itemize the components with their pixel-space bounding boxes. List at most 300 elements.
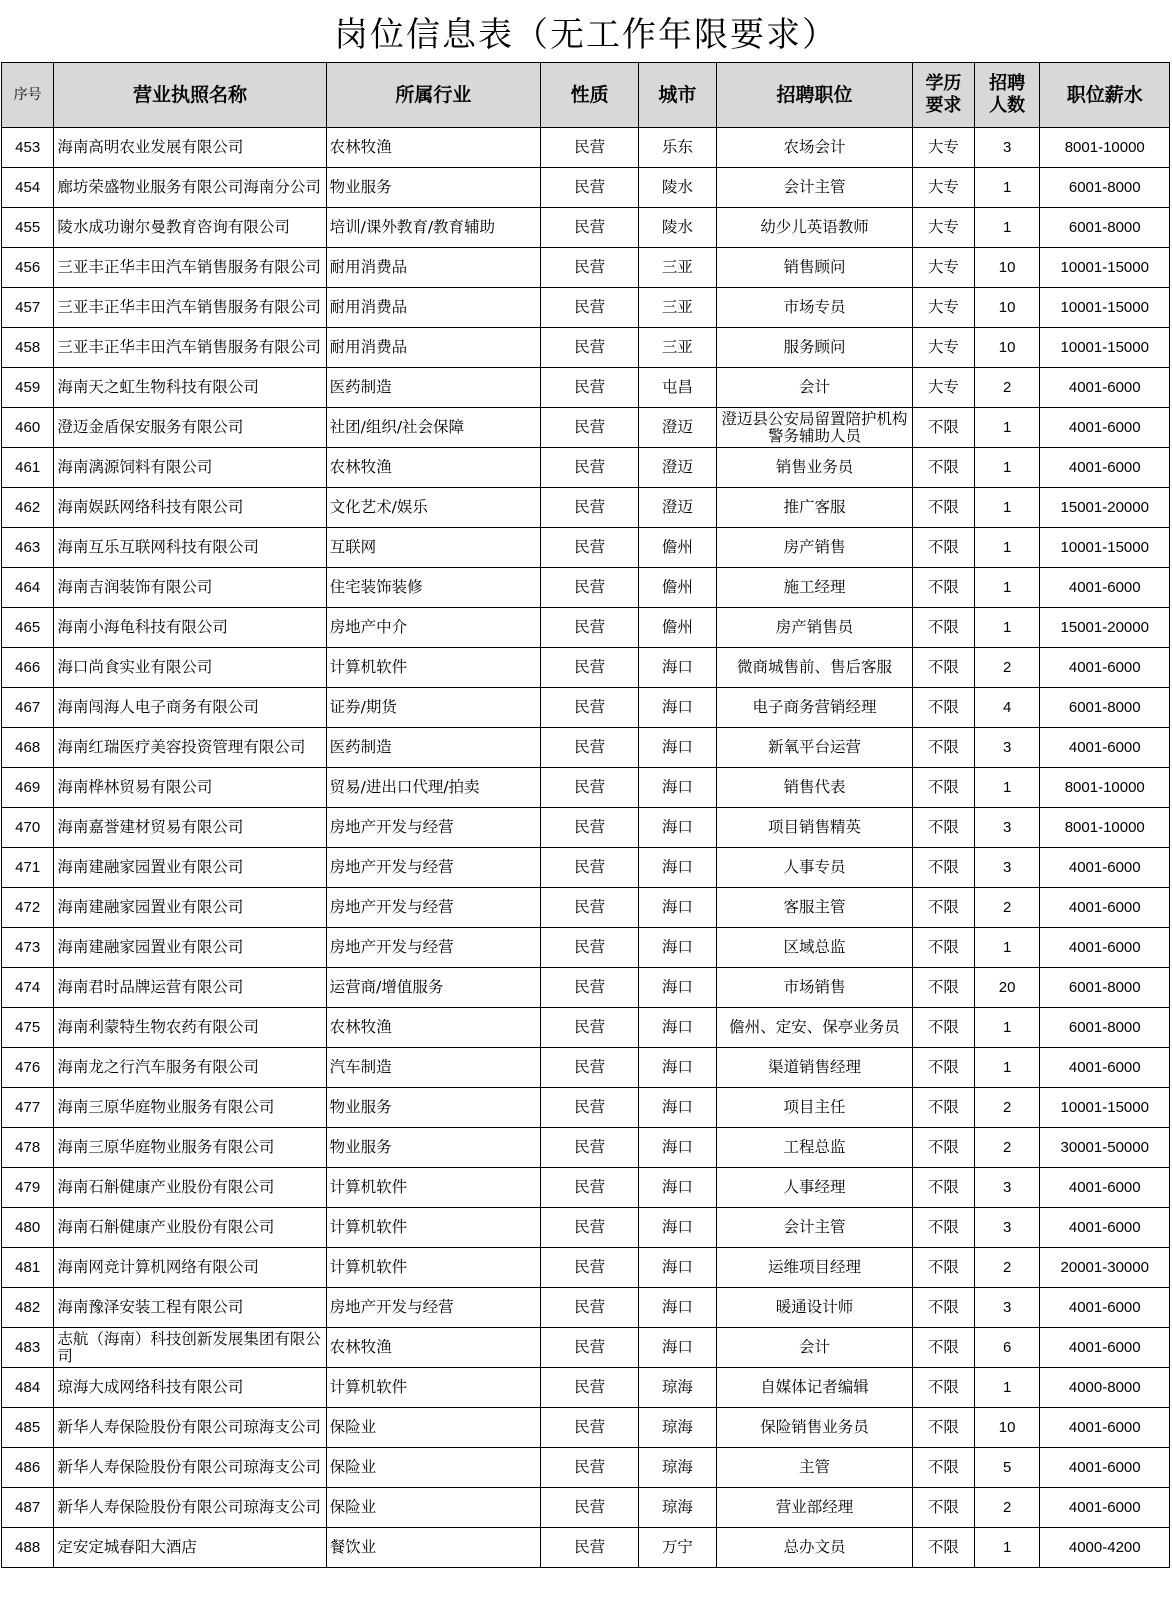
cell-nature: 民营	[541, 1008, 639, 1048]
table-row	[2, 848, 1170, 888]
cell-city: 海口	[638, 968, 716, 1008]
cell-industry: 文化艺术/娱乐	[326, 488, 541, 528]
cell-position: 会计主管	[716, 1208, 912, 1248]
cell-headcount: 10	[974, 1408, 1040, 1448]
cell-salary: 4001-6000	[1040, 648, 1170, 688]
table-row	[2, 928, 1170, 968]
cell-company: 海南石斛健康产业股份有限公司	[54, 1168, 326, 1208]
cell-company: 海南娱跃网络科技有限公司	[54, 488, 326, 528]
cell-seq: 453	[2, 128, 54, 168]
cell-industry: 农林牧渔	[326, 128, 541, 168]
cell-position: 销售代表	[716, 768, 912, 808]
cell-salary: 4001-6000	[1040, 1168, 1170, 1208]
cell-headcount: 10	[974, 288, 1040, 328]
cell-salary: 4001-6000	[1040, 1048, 1170, 1088]
cell-industry: 计算机软件	[326, 1368, 541, 1408]
cell-nature: 民营	[541, 1328, 639, 1368]
cell-industry: 计算机软件	[326, 648, 541, 688]
table-row	[2, 1408, 1170, 1448]
cell-headcount: 1	[974, 1368, 1040, 1408]
cell-salary: 4001-6000	[1040, 368, 1170, 408]
cell-nature: 民营	[541, 688, 639, 728]
cell-salary: 4001-6000	[1040, 1448, 1170, 1488]
cell-company: 琼海大成网络科技有限公司	[54, 1368, 326, 1408]
cell-industry: 耐用消费品	[326, 288, 541, 328]
cell-company: 海南豫泽安装工程有限公司	[54, 1288, 326, 1328]
cell-city: 澄迈	[638, 488, 716, 528]
cell-position: 客服主管	[716, 888, 912, 928]
cell-company: 海南君时品牌运营有限公司	[54, 968, 326, 1008]
cell-nature: 民营	[541, 488, 639, 528]
cell-company: 海南桦林贸易有限公司	[54, 768, 326, 808]
cell-company: 廊坊荣盛物业服务有限公司海南分公司	[54, 168, 326, 208]
cell-salary: 8001-10000	[1040, 768, 1170, 808]
table-row	[2, 1368, 1170, 1408]
cell-education: 不限	[913, 1488, 975, 1528]
cell-salary: 6001-8000	[1040, 1008, 1170, 1048]
cell-seq: 488	[2, 1528, 54, 1568]
cell-education: 不限	[913, 488, 975, 528]
cell-nature: 民营	[541, 1168, 639, 1208]
cell-industry: 保险业	[326, 1488, 541, 1528]
cell-industry: 房地产中介	[326, 608, 541, 648]
cell-industry: 餐饮业	[326, 1528, 541, 1568]
cell-salary: 15001-20000	[1040, 488, 1170, 528]
cell-education: 不限	[913, 1368, 975, 1408]
cell-salary: 4001-6000	[1040, 1288, 1170, 1328]
header-row	[2, 63, 1170, 128]
cell-company: 海南嘉誉建材贸易有限公司	[54, 808, 326, 848]
table-row	[2, 1288, 1170, 1328]
cell-headcount: 1	[974, 1048, 1040, 1088]
table-row	[2, 448, 1170, 488]
cell-company: 三亚丰正华丰田汽车销售服务有限公司	[54, 288, 326, 328]
cell-seq: 459	[2, 368, 54, 408]
cell-position: 幼少儿英语教师	[716, 208, 912, 248]
cell-industry: 计算机软件	[326, 1168, 541, 1208]
table-row	[2, 1008, 1170, 1048]
cell-industry: 房地产开发与经营	[326, 848, 541, 888]
cell-seq: 476	[2, 1048, 54, 1088]
cell-seq: 479	[2, 1168, 54, 1208]
cell-education: 不限	[913, 1288, 975, 1328]
cell-nature: 民营	[541, 1528, 639, 1568]
cell-headcount: 10	[974, 328, 1040, 368]
header-position: 招聘职位	[716, 63, 912, 128]
cell-salary: 15001-20000	[1040, 608, 1170, 648]
page-title: 岗位信息表（无工作年限要求）	[334, 15, 838, 55]
cell-company: 新华人寿保险股份有限公司琼海支公司	[54, 1488, 326, 1528]
cell-salary: 6001-8000	[1040, 168, 1170, 208]
cell-headcount: 1	[974, 1528, 1040, 1568]
cell-nature: 民营	[541, 1088, 639, 1128]
cell-city: 陵水	[638, 208, 716, 248]
cell-salary: 30001-50000	[1040, 1128, 1170, 1168]
table-row	[2, 1328, 1170, 1368]
cell-salary: 4001-6000	[1040, 848, 1170, 888]
cell-education: 不限	[913, 1248, 975, 1288]
table-row	[2, 128, 1170, 168]
table-row	[2, 208, 1170, 248]
header-education-line1: 学历	[925, 73, 962, 94]
cell-nature: 民营	[541, 608, 639, 648]
cell-education: 不限	[913, 648, 975, 688]
cell-company: 海南高明农业发展有限公司	[54, 128, 326, 168]
header-headcount-line1: 招聘	[989, 73, 1026, 94]
cell-education: 不限	[913, 568, 975, 608]
cell-position: 暖通设计师	[716, 1288, 912, 1328]
cell-salary: 4001-6000	[1040, 408, 1170, 448]
cell-city: 三亚	[638, 248, 716, 288]
cell-nature: 民营	[541, 168, 639, 208]
table-row	[2, 168, 1170, 208]
cell-salary: 4001-6000	[1040, 1488, 1170, 1528]
cell-nature: 民营	[541, 328, 639, 368]
cell-education: 大专	[913, 248, 975, 288]
table-row	[2, 1488, 1170, 1528]
table-row	[2, 1048, 1170, 1088]
cell-headcount: 1	[974, 1008, 1040, 1048]
cell-city: 万宁	[638, 1528, 716, 1568]
cell-company: 海南三原华庭物业服务有限公司	[54, 1088, 326, 1128]
cell-position: 项目主任	[716, 1088, 912, 1128]
cell-city: 三亚	[638, 328, 716, 368]
cell-seq: 485	[2, 1408, 54, 1448]
cell-seq: 470	[2, 808, 54, 848]
cell-company: 志航（海南）科技创新发展集团有限公司	[54, 1328, 326, 1368]
cell-education: 大专	[913, 368, 975, 408]
cell-headcount: 3	[974, 1168, 1040, 1208]
cell-company: 海南建融家园置业有限公司	[54, 888, 326, 928]
cell-city: 海口	[638, 928, 716, 968]
cell-company: 海南漓源饲料有限公司	[54, 448, 326, 488]
cell-position: 渠道销售经理	[716, 1048, 912, 1088]
cell-city: 琼海	[638, 1488, 716, 1528]
cell-salary: 10001-15000	[1040, 288, 1170, 328]
header-company: 营业执照名称	[54, 63, 326, 128]
cell-position: 微商城售前、售后客服	[716, 648, 912, 688]
cell-seq: 481	[2, 1248, 54, 1288]
cell-company: 海南小海龟科技有限公司	[54, 608, 326, 648]
cell-nature: 民营	[541, 1208, 639, 1248]
table-row	[2, 488, 1170, 528]
cell-headcount: 1	[974, 168, 1040, 208]
cell-nature: 民营	[541, 1488, 639, 1528]
cell-position: 市场专员	[716, 288, 912, 328]
cell-city: 儋州	[638, 568, 716, 608]
cell-nature: 民营	[541, 1448, 639, 1488]
cell-industry: 农林牧渔	[326, 1008, 541, 1048]
cell-position: 会计主管	[716, 168, 912, 208]
cell-city: 海口	[638, 1288, 716, 1328]
cell-position: 农场会计	[716, 128, 912, 168]
cell-seq: 478	[2, 1128, 54, 1168]
table-row	[2, 768, 1170, 808]
cell-nature: 民营	[541, 1048, 639, 1088]
cell-seq: 466	[2, 648, 54, 688]
cell-headcount: 1	[974, 568, 1040, 608]
cell-headcount: 3	[974, 728, 1040, 768]
table-row	[2, 568, 1170, 608]
cell-salary: 4001-6000	[1040, 928, 1170, 968]
cell-company: 海南互乐互联网科技有限公司	[54, 528, 326, 568]
cell-nature: 民营	[541, 448, 639, 488]
cell-city: 屯昌	[638, 368, 716, 408]
cell-position: 人事专员	[716, 848, 912, 888]
cell-industry: 医药制造	[326, 728, 541, 768]
cell-position: 新氧平台运营	[716, 728, 912, 768]
cell-company: 海南建融家园置业有限公司	[54, 928, 326, 968]
cell-salary: 4001-6000	[1040, 888, 1170, 928]
cell-industry: 计算机软件	[326, 1208, 541, 1248]
cell-nature: 民营	[541, 648, 639, 688]
cell-city: 陵水	[638, 168, 716, 208]
cell-seq: 467	[2, 688, 54, 728]
cell-industry: 物业服务	[326, 1128, 541, 1168]
table-row	[2, 1528, 1170, 1568]
cell-position: 运维项目经理	[716, 1248, 912, 1288]
cell-city: 琼海	[638, 1408, 716, 1448]
table-row	[2, 808, 1170, 848]
table-row	[2, 328, 1170, 368]
cell-nature: 民营	[541, 128, 639, 168]
cell-company: 海南利蒙特生物农药有限公司	[54, 1008, 326, 1048]
cell-industry: 保险业	[326, 1408, 541, 1448]
cell-position: 推广客服	[716, 488, 912, 528]
cell-city: 海口	[638, 768, 716, 808]
cell-salary: 10001-15000	[1040, 248, 1170, 288]
cell-industry: 证券/期货	[326, 688, 541, 728]
cell-nature: 民营	[541, 1408, 639, 1448]
cell-headcount: 10	[974, 248, 1040, 288]
cell-company: 海南石斛健康产业股份有限公司	[54, 1208, 326, 1248]
cell-headcount: 1	[974, 448, 1040, 488]
cell-company: 新华人寿保险股份有限公司琼海支公司	[54, 1448, 326, 1488]
cell-position: 保险销售业务员	[716, 1408, 912, 1448]
cell-salary: 4000-4200	[1040, 1528, 1170, 1568]
cell-company: 新华人寿保险股份有限公司琼海支公司	[54, 1408, 326, 1448]
cell-headcount: 3	[974, 1288, 1040, 1328]
header-headcount-line2: 人数	[989, 95, 1026, 116]
cell-city: 海口	[638, 1328, 716, 1368]
cell-position: 市场销售	[716, 968, 912, 1008]
table-row	[2, 368, 1170, 408]
cell-headcount: 3	[974, 128, 1040, 168]
cell-education: 不限	[913, 448, 975, 488]
table-row	[2, 608, 1170, 648]
table-row	[2, 248, 1170, 288]
job-table	[1, 62, 1170, 1568]
cell-seq: 456	[2, 248, 54, 288]
cell-industry: 耐用消费品	[326, 248, 541, 288]
cell-city: 儋州	[638, 608, 716, 648]
cell-city: 海口	[638, 648, 716, 688]
cell-headcount: 1	[974, 208, 1040, 248]
cell-education: 不限	[913, 688, 975, 728]
cell-industry: 保险业	[326, 1448, 541, 1488]
cell-headcount: 2	[974, 1088, 1040, 1128]
cell-seq: 465	[2, 608, 54, 648]
cell-education: 不限	[913, 968, 975, 1008]
cell-salary: 20001-30000	[1040, 1248, 1170, 1288]
header-education-line2: 要求	[925, 95, 962, 116]
cell-industry: 医药制造	[326, 368, 541, 408]
table-row	[2, 1248, 1170, 1288]
cell-education: 不限	[913, 528, 975, 568]
cell-position: 主管	[716, 1448, 912, 1488]
cell-seq: 454	[2, 168, 54, 208]
cell-city: 琼海	[638, 1368, 716, 1408]
cell-nature: 民营	[541, 248, 639, 288]
cell-nature: 民营	[541, 1288, 639, 1328]
cell-seq: 487	[2, 1488, 54, 1528]
cell-city: 乐东	[638, 128, 716, 168]
cell-industry: 农林牧渔	[326, 1328, 541, 1368]
table-row	[2, 1088, 1170, 1128]
cell-industry: 房地产开发与经营	[326, 1288, 541, 1328]
table-row	[2, 408, 1170, 448]
cell-city: 海口	[638, 888, 716, 928]
cell-city: 海口	[638, 808, 716, 848]
cell-education: 不限	[913, 848, 975, 888]
cell-nature: 民营	[541, 1248, 639, 1288]
cell-industry: 农林牧渔	[326, 448, 541, 488]
cell-salary: 6001-8000	[1040, 208, 1170, 248]
cell-headcount: 5	[974, 1448, 1040, 1488]
cell-position: 会计	[716, 1328, 912, 1368]
cell-company: 海南吉润装饰有限公司	[54, 568, 326, 608]
cell-company: 海南建融家园置业有限公司	[54, 848, 326, 888]
cell-education: 不限	[913, 888, 975, 928]
cell-headcount: 1	[974, 608, 1040, 648]
cell-headcount: 2	[974, 1488, 1040, 1528]
cell-nature: 民营	[541, 368, 639, 408]
cell-position: 房产销售	[716, 528, 912, 568]
cell-seq: 486	[2, 1448, 54, 1488]
header-headcount	[974, 63, 1040, 128]
table-row	[2, 1128, 1170, 1168]
cell-salary: 4001-6000	[1040, 1408, 1170, 1448]
cell-seq: 461	[2, 448, 54, 488]
header-nature: 性质	[541, 63, 639, 128]
cell-nature: 民营	[541, 848, 639, 888]
cell-headcount: 2	[974, 1248, 1040, 1288]
cell-seq: 480	[2, 1208, 54, 1248]
cell-salary: 8001-10000	[1040, 128, 1170, 168]
cell-company: 陵水成功谢尔曼教育咨询有限公司	[54, 208, 326, 248]
cell-position: 儋州、定安、保亭业务员	[716, 1008, 912, 1048]
table-row	[2, 888, 1170, 928]
cell-education: 不限	[913, 1528, 975, 1568]
cell-city: 海口	[638, 848, 716, 888]
cell-seq: 457	[2, 288, 54, 328]
cell-position: 电子商务营销经理	[716, 688, 912, 728]
cell-education: 不限	[913, 1128, 975, 1168]
cell-education: 不限	[913, 1408, 975, 1448]
cell-city: 海口	[638, 1248, 716, 1288]
header-salary: 职位薪水	[1040, 63, 1170, 128]
header-city: 城市	[638, 63, 716, 128]
cell-education: 大专	[913, 168, 975, 208]
cell-seq: 468	[2, 728, 54, 768]
cell-seq: 475	[2, 1008, 54, 1048]
cell-company: 海南红瑞医疗美容投资管理有限公司	[54, 728, 326, 768]
cell-nature: 民营	[541, 888, 639, 928]
cell-seq: 472	[2, 888, 54, 928]
cell-industry: 耐用消费品	[326, 328, 541, 368]
cell-education: 不限	[913, 1448, 975, 1488]
cell-salary: 10001-15000	[1040, 328, 1170, 368]
cell-seq: 483	[2, 1328, 54, 1368]
cell-position: 自媒体记者编辑	[716, 1368, 912, 1408]
cell-headcount: 2	[974, 368, 1040, 408]
cell-nature: 民营	[541, 408, 639, 448]
cell-nature: 民营	[541, 1368, 639, 1408]
cell-headcount: 1	[974, 928, 1040, 968]
cell-industry: 物业服务	[326, 168, 541, 208]
cell-position: 人事经理	[716, 1168, 912, 1208]
cell-city: 海口	[638, 1208, 716, 1248]
cell-company: 三亚丰正华丰田汽车销售服务有限公司	[54, 328, 326, 368]
cell-education: 大专	[913, 328, 975, 368]
cell-salary: 4001-6000	[1040, 1328, 1170, 1368]
cell-education: 大专	[913, 288, 975, 328]
cell-position: 会计	[716, 368, 912, 408]
cell-company: 海南闯海人电子商务有限公司	[54, 688, 326, 728]
cell-company: 海口尚食实业有限公司	[54, 648, 326, 688]
cell-nature: 民营	[541, 768, 639, 808]
table-row	[2, 1448, 1170, 1488]
cell-seq: 463	[2, 528, 54, 568]
table-row	[2, 688, 1170, 728]
cell-salary: 4001-6000	[1040, 728, 1170, 768]
cell-position: 服务顾问	[716, 328, 912, 368]
cell-education: 不限	[913, 1208, 975, 1248]
cell-city: 澄迈	[638, 448, 716, 488]
cell-company: 海南三原华庭物业服务有限公司	[54, 1128, 326, 1168]
table-row	[2, 968, 1170, 1008]
cell-city: 海口	[638, 1128, 716, 1168]
cell-industry: 房地产开发与经营	[326, 928, 541, 968]
table-row	[2, 648, 1170, 688]
cell-headcount: 3	[974, 808, 1040, 848]
cell-salary: 10001-15000	[1040, 1088, 1170, 1128]
cell-salary: 10001-15000	[1040, 528, 1170, 568]
cell-position: 澄迈县公安局留置陪护机构警务辅助人员	[716, 408, 912, 448]
cell-headcount: 2	[974, 1128, 1040, 1168]
cell-headcount: 1	[974, 408, 1040, 448]
cell-seq: 469	[2, 768, 54, 808]
cell-nature: 民营	[541, 728, 639, 768]
cell-education: 大专	[913, 208, 975, 248]
table-body	[2, 128, 1170, 1568]
cell-salary: 6001-8000	[1040, 968, 1170, 1008]
table-row	[2, 1208, 1170, 1248]
cell-headcount: 1	[974, 768, 1040, 808]
cell-headcount: 1	[974, 528, 1040, 568]
cell-education: 不限	[913, 1008, 975, 1048]
cell-headcount: 2	[974, 888, 1040, 928]
cell-company: 海南天之虹生物科技有限公司	[54, 368, 326, 408]
cell-nature: 民营	[541, 528, 639, 568]
cell-education: 不限	[913, 728, 975, 768]
cell-city: 海口	[638, 728, 716, 768]
cell-headcount: 2	[974, 648, 1040, 688]
cell-city: 海口	[638, 1008, 716, 1048]
cell-nature: 民营	[541, 928, 639, 968]
cell-education: 大专	[913, 128, 975, 168]
cell-industry: 互联网	[326, 528, 541, 568]
